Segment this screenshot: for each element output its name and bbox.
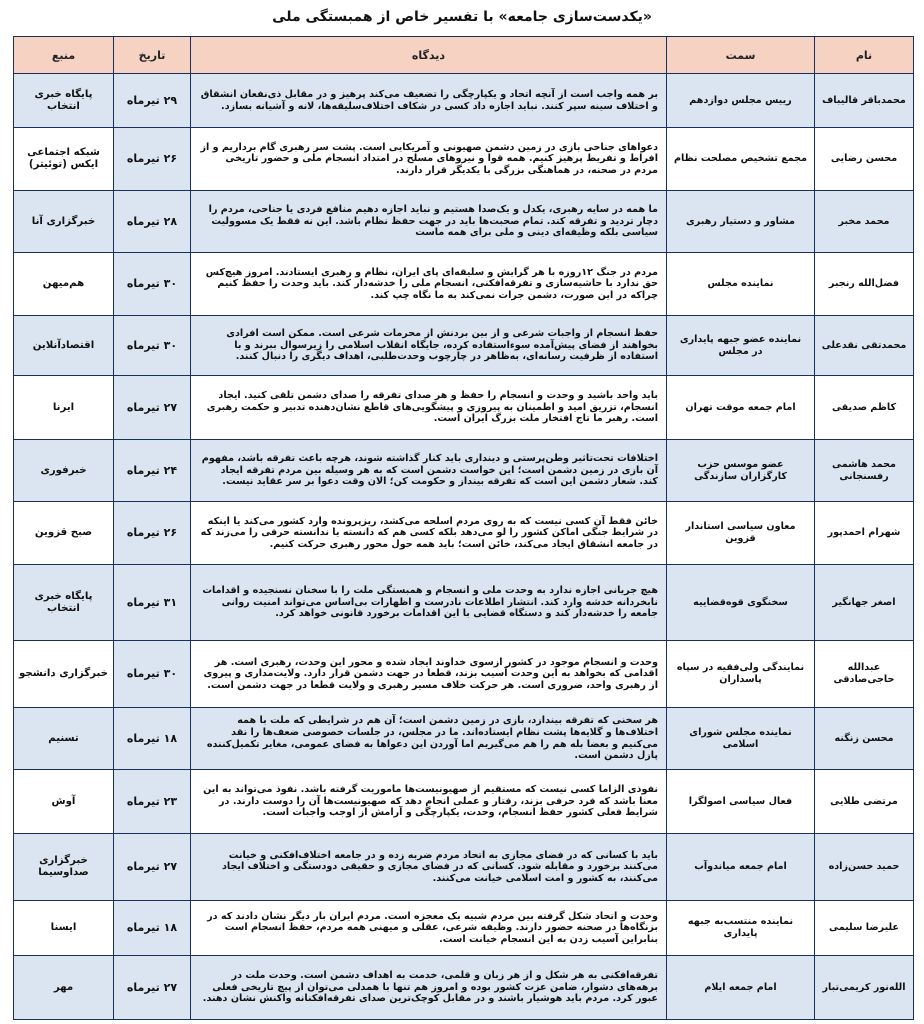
page-title: «یکدست‌سازی جامعه» با تفسیر خاص از همبستگی ملی	[272, 9, 652, 25]
statement-cell: دعواهای جناحی بازی در زمین دشمن صهیونی و آمریکایی است. پشت سر رهبری گام برداریم و از افراط و تفریط پرهیز کنیم. همه قوا و نیروهای مسلح در امتداد انسجام ملی و حضور تاریخی مردم در صحنه، در هماهنگی بزرگی با یکدیگر قرار دارند.	[191, 128, 667, 191]
statement-cell: بر همه واجب است از آنچه اتحاد و یکپارچگی را تضعیف می‌کند پرهیز و در مقابل ذی‌نفعان انشقاق و اختلاف سینه سپر کنند. نباید اجازه داد کسی در شکاف اختلاف‌سلیقه‌ها، لانه و آشیانه بسازد.	[191, 74, 667, 128]
date-cell: ۳۰ تیرماه	[114, 253, 191, 316]
position-cell: نماینده مجلس	[667, 253, 815, 316]
source-cell: پایگاه خبری انتخاب	[14, 565, 114, 641]
statement-cell: تفرقه‌افکنی به هر شکل و از هر زبان و قلمی، خدمت به اهداف دشمن است. وحدت ملت در برهه‌های دشوار، ضامن عزت کشور بوده و امروز هم تنها با همدلی می‌توان از پیچ تاریخی فعلی عبور کرد. مردم باید هوشیار باشند و در مقابل کوچک‌ترین صدای تفرقه‌افکنانه واکنش نشان دهند.	[191, 956, 667, 1020]
date-cell: ۲۶ تیرماه	[114, 128, 191, 191]
position-cell: مجمع تشخیص مصلحت نظام	[667, 128, 815, 191]
position-cell: فعال سیاسی اصولگرا	[667, 770, 815, 834]
source-cell: شبکه اجتماعی ایکس (توئیتر)	[14, 128, 114, 191]
person-name: محمدباقر قالیباف	[815, 74, 914, 128]
table-row	[14, 316, 914, 376]
source-cell: آوش	[14, 770, 114, 834]
statement-cell: حفظ انسجام از واجبات شرعی و از بین بردنش از محرمات شرعی است. ممکن است افرادی بخواهند از فضای پیش‌آمده سوءاستفاده کرده، جایگاه انقلاب اسلامی را زیرسوال ببرند و با استفاده از ظرفیت رسانه‌ای، به‌ظاهر در چارچوب وحدت‌طلبی، اهداف دیگری را دنبال کنند.	[191, 316, 667, 376]
table-row	[14, 253, 914, 316]
table-row	[14, 641, 914, 708]
date-cell: ۳۰ تیرماه	[114, 641, 191, 708]
source-cell: هم‌میهن	[14, 253, 114, 316]
source-cell: اقتصادآنلاین	[14, 316, 114, 376]
position-cell: نماینده منتسب‌به جبهه پایداری	[667, 901, 815, 956]
statement-cell: نفوذی الزاما کسی نیست که مستقیم از صهیونیست‌ها ماموریت گرفته باشد. نفوذ می‌تواند به این معنا باشد که فرد حرفی بزند، رفتار و عملی انجام دهد که صهیونیست‌ها آن را دوست دارند. در شرایط فعلی کشور حفظ انسجام، وحدت، یکپارچگی و آرامش از اوجب واجبات است.	[191, 770, 667, 834]
person-name: الله‌نور کریمی‌تبار	[815, 956, 914, 1020]
position-cell: نماینده مجلس شورای اسلامی	[667, 708, 815, 770]
header-name: نام	[815, 37, 914, 74]
table-row	[14, 834, 914, 901]
date-cell: ۲۷ تیرماه	[114, 834, 191, 901]
source-cell: خبرگزاری دانشجو	[14, 641, 114, 708]
position-cell: عضو موسس حزب کارگزاران سازندگی	[667, 440, 815, 502]
person-name: مرتضی طلایی	[815, 770, 914, 834]
statement-cell: باید با کسانی که در فضای مجازی به اتحاد مردم ضربه زده و در جامعه اختلاف‌افکنی و خیانت می‌کنند برخورد و مقابله شود. کسانی که در فضای مجازی و حقیقی دودستگی و اختلاف ایجاد می‌کنند، به کشور و امت اسلامی خیانت می‌کنند.	[191, 834, 667, 901]
header-view: دیدگاه	[191, 37, 667, 74]
statement-cell: هیچ جریانی اجازه ندارد به وحدت ملی و انسجام و همبستگی ملت را با سخنان نسنجیده و اقدامات نابخردانه خدشه وارد کند. انتشار اطلاعات نادرست و اظهارات بی‌اساس می‌تواند امنیت روانی جامعه را خدشه‌دار کند و دستگاه قضایی با این اقدامات برخورد قانونی خواهد کرد.	[191, 565, 667, 641]
header-source: منبع	[14, 37, 114, 74]
date-cell: ۲۷ تیرماه	[114, 956, 191, 1020]
position-cell: امام جمعه موقت تهران	[667, 376, 815, 440]
statement-cell: اختلافات تحت‌تاثیر وطن‌پرستی و دینداری باید کنار گذاشته شوند، هرچه باعث تفرقه باشد، مفهوم آن بازی در زمین دشمن است؛ این خواست دشمن است که به هر وسیله بین مردم تفرقه ایجاد کند. شعار دشمن این است که تفرقه بینداز و حکومت کن؛ الان وقت دعوا بر سر عقاید نیست.	[191, 440, 667, 502]
statement-cell: وحدت و اتحاد شکل گرفته بین مردم شبیه یک معجزه است. مردم ایران بار دیگر نشان دادند که در بزنگاه‌ها در صحنه حضور دارند. وظیفه شرعی، عقلی و میهنی همه مردم، حفظ انسجام است بنابراین آسیب زدن به این انسجام خیانت است.	[191, 901, 667, 956]
person-name: محسن زنگنه	[815, 708, 914, 770]
position-cell: امام جمعه ایلام	[667, 956, 815, 1020]
date-cell: ۳۱ تیرماه	[114, 565, 191, 641]
person-name: محسن رضایی	[815, 128, 914, 191]
table-row	[14, 74, 914, 128]
table-row	[14, 770, 914, 834]
table-row	[14, 708, 914, 770]
person-name: اصغر جهانگیر	[815, 565, 914, 641]
table-row	[14, 901, 914, 956]
source-cell: صبح قزوین	[14, 502, 114, 565]
position-cell: مشاور و دستیار رهبری	[667, 191, 815, 253]
position-cell: امام جمعه میاندوآب	[667, 834, 815, 901]
source-cell: پایگاه خبری انتخاب	[14, 74, 114, 128]
date-cell: ۲۴ تیرماه	[114, 440, 191, 502]
statement-cell: هر سخنی که تفرقه بیندازد، بازی در زمین دشمن است؛ آن هم در شرایطی که ملت با همه اختلاف‌ها و گلایه‌ها پشت نظام ایستاده‌اند. ما در مجلس، در جلسات خصوصی ضعف‌ها را نقد می‌کنیم و بعضا بله هم را هم می‌گیریم اما آوردن این دعواها به فضای عمومی، مغایر تکمیل‌کننده پازل دشمن است.	[191, 708, 667, 770]
header-row	[14, 37, 914, 74]
person-name: حمید حسن‌زاده	[815, 834, 914, 901]
statement-cell: مردم در جنگ ۱۲روزه با هر گرایش و سلیقه‌ای پای ایران، نظام و رهبری ایستادند. امروز هیچ‌کس حق ندارد با حاشیه‌سازی و تفرقه‌افکنی، انسجام ملی را خدشه‌دار کند. باید وحدت را حفظ کنیم چراکه در این صورت، دشمن جرات نمی‌کند به ما نگاه چپ کند.	[191, 253, 667, 316]
person-name: محمدتقی نقدعلی	[815, 316, 914, 376]
table-body	[14, 74, 914, 1020]
date-cell: ۲۳ تیرماه	[114, 770, 191, 834]
source-cell: مهر	[14, 956, 114, 1020]
person-name: کاظم صدیقی	[815, 376, 914, 440]
date-cell: ۳۰ تیرماه	[114, 316, 191, 376]
person-name: محمد هاشمی رفسنجانی	[815, 440, 914, 502]
table-row	[14, 502, 914, 565]
date-cell: ۲۹ تیرماه	[114, 74, 191, 128]
person-name: فضل‌الله رنجبر	[815, 253, 914, 316]
table-row	[14, 440, 914, 502]
statement-cell: خائن فقط آن کسی نیست که به روی مردم اسلحه می‌کشد، ریزپرونده وارد کشور می‌کند یا اینکه در شرایط جنگی اماکن کشور را لو می‌دهد بلکه کسی هم که دانسته یا ندانسته حرفی را می‌زند که در جامعه انشقاق ایجاد می‌کند، خائن است؛ باید همه حول محور رهبری حرکت کنیم.	[191, 502, 667, 565]
date-cell: ۲۶ تیرماه	[114, 502, 191, 565]
source-cell: تسنیم	[14, 708, 114, 770]
source-cell: خبرفوری	[14, 440, 114, 502]
date-cell: ۲۷ تیرماه	[114, 376, 191, 440]
source-cell: ایرنا	[14, 376, 114, 440]
table-row	[14, 565, 914, 641]
source-cell: خبرگزاری آنا	[14, 191, 114, 253]
source-cell: خبرگزاری صداوسیما	[14, 834, 114, 901]
statement-cell: باید واحد باشید و وحدت و انسجام را حفظ و هر صدای تفرقه را صدای دشمن تلقی کنید. ایجاد انسجام، تزریق امید و اطمینان به پیروزی و پیشگویی‌های قاطع نشان‌دهنده تدبیر و حکمت رهبری است. رهبر ما تاج افتخار ملت بزرگ ایران است.	[191, 376, 667, 440]
position-cell: سخنگوی قوه‌قضاییه	[667, 565, 815, 641]
date-cell: ۱۸ تیرماه	[114, 708, 191, 770]
table-row	[14, 191, 914, 253]
header-position: سمت	[667, 37, 815, 74]
table-row	[14, 376, 914, 440]
person-name: شهرام احمدپور	[815, 502, 914, 565]
person-name: محمد مخبر	[815, 191, 914, 253]
header-date: تاریخ	[114, 37, 191, 74]
date-cell: ۱۸ تیرماه	[114, 901, 191, 956]
table-row	[14, 128, 914, 191]
position-cell: معاون سیاسی استاندار قزوین	[667, 502, 815, 565]
source-cell: ایسنا	[14, 901, 114, 956]
position-cell: رییس مجلس دوازدهم	[667, 74, 815, 128]
statement-cell: ما همه در سایه رهبری، یکدل و یک‌صدا هستیم و نباید اجازه دهیم منافع فردی یا جناحی، مردم را دچار تردید و تفرقه کند. تمام صحبت‌ها باید در جهت حفظ نظام باشد. این نه فقط یک مسوولیت سیاسی بلکه وظیفه‌ای دینی و ملی برای همه ماست	[191, 191, 667, 253]
position-cell: نمایندگی ولی‌فقیه در سپاه پاسداران	[667, 641, 815, 708]
position-cell: نماینده عضو جبهه پایداری در مجلس	[667, 316, 815, 376]
date-cell: ۲۸ تیرماه	[114, 191, 191, 253]
statement-cell: وحدت و انسجام موجود در کشور از‌سوی خداوند ایجاد شده و محور این وحدت، رهبری است. هر اقدامی که بخواهد به این وحدت آسیب بزند، قطعا در جهت دشمن قرار دارد. ولایت‌مداری و پیروی از رهبری واحد، ضروری است. هر حرکت خلاف مسیر رهبری و ولایت قطعا در جهت دشمن است.	[191, 641, 667, 708]
table-row	[14, 956, 914, 1020]
statements-table	[13, 36, 914, 1020]
person-name: علیرضا سلیمی	[815, 901, 914, 956]
person-name: عبدالله حاجی‌صادقی	[815, 641, 914, 708]
